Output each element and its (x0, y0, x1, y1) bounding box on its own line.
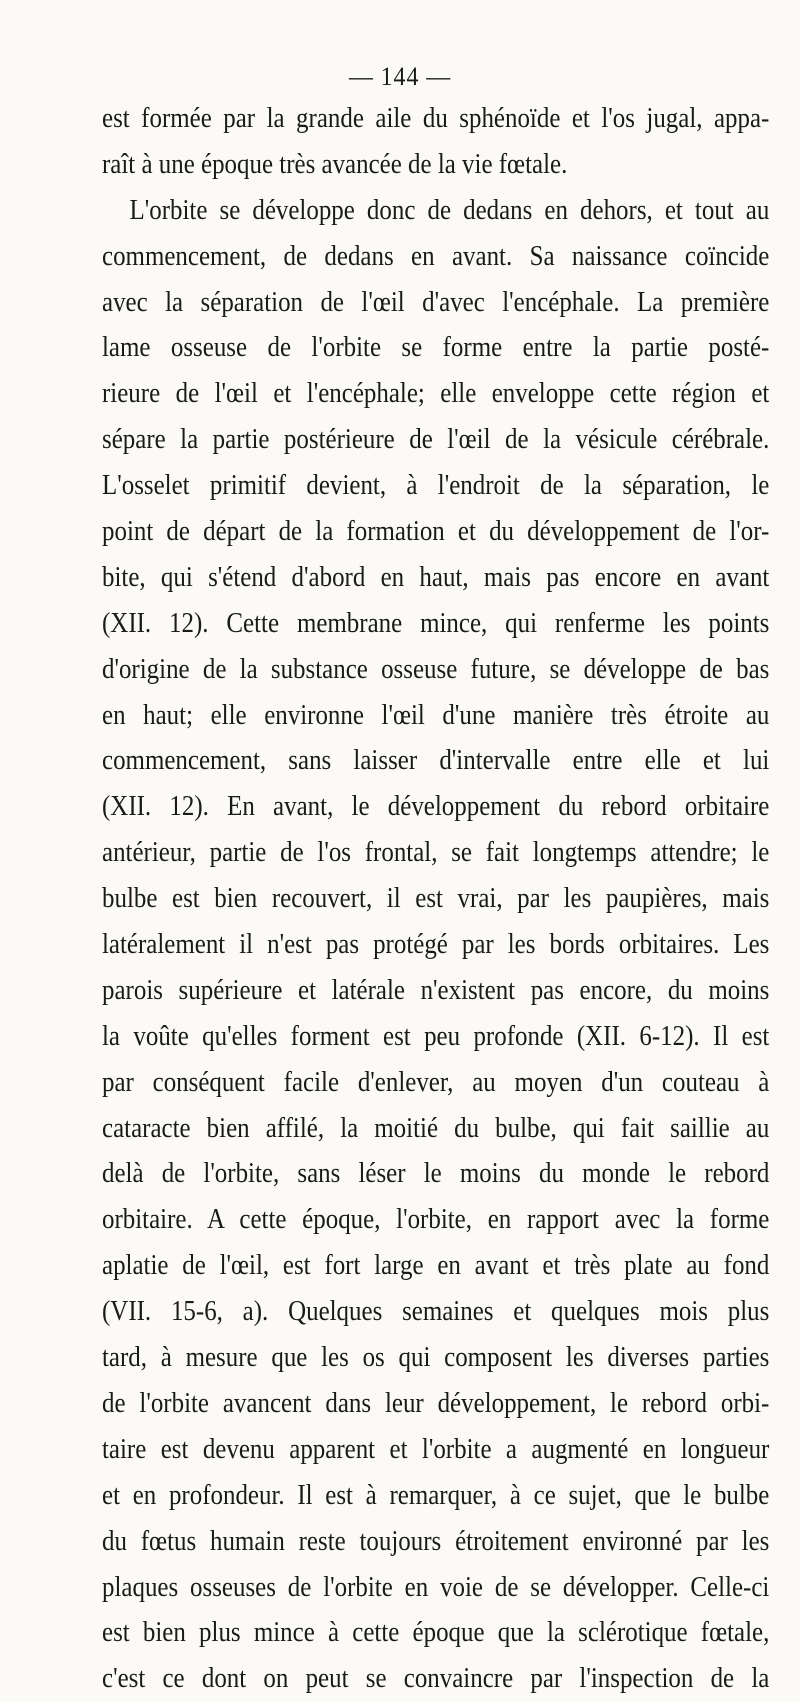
text-line-content: point de départ de la formation et du développement de l'or- (102, 515, 770, 548)
text-line (102, 1243, 770, 1289)
text-line (102, 96, 770, 142)
text-line (102, 922, 770, 968)
text-line-content: bulbe est bien recouvert, il est vrai, par les paupières, mais (102, 882, 770, 915)
text-line (102, 1060, 770, 1106)
text-line (102, 601, 770, 647)
text-line (102, 830, 770, 876)
text-line (102, 738, 770, 784)
text-line-content: bite, qui s'étend d'abord en haut, mais pas encore en avant (102, 560, 770, 593)
text-line-content: la voûte qu'elles forment est peu profonde (XII. 6-12). Il est (102, 1019, 770, 1052)
text-line-content: orbitaire. A cette époque, l'orbite, en rapport avec la forme (102, 1203, 770, 1236)
text-line (102, 1610, 770, 1656)
text-line (102, 1335, 770, 1381)
text-line-content: et en profondeur. Il est à remarquer, à ce sujet, que le bulbe (102, 1478, 770, 1511)
text-line (102, 693, 770, 739)
text-line (102, 280, 770, 326)
text-line-content: commencement, sans laisser d'intervalle entre elle et lui (102, 744, 770, 777)
text-line-content: cataracte bien affilé, la moitié du bulbe, qui fait saillie au (102, 1111, 770, 1144)
text-line (102, 1565, 770, 1611)
text-line (102, 188, 770, 234)
text-line-content: par conséquent facile d'enlever, au moyen d'un couteau à (102, 1065, 770, 1098)
text-line-content: avec la séparation de l'œil d'avec l'encéphale. La première (102, 285, 770, 318)
text-line-content: raît à une époque très avancée de la vie fœtale. (102, 147, 568, 180)
text-line (102, 1197, 770, 1243)
text-line-content: taire est devenu apparent et l'orbite a augmenté en longueur (102, 1432, 770, 1465)
text-line (102, 1381, 770, 1427)
text-line (102, 555, 770, 601)
text-line (102, 1473, 770, 1519)
text-line (102, 784, 770, 830)
text-line-content: commencement, de dedans en avant. Sa naissance coïncide (102, 239, 770, 272)
text-line-content: lame osseuse de l'orbite se forme entre la partie posté- (102, 331, 770, 364)
text-line-content: L'osselet primitif devient, à l'endroit de la séparation, le (102, 469, 770, 502)
text-line-content: d'origine de la substance osseuse future, se développe de bas (102, 652, 770, 685)
text-line-content: tard, à mesure que les os qui composent les diverses parties (102, 1341, 770, 1374)
text-line-content: (XII. 12). Cette membrane mince, qui renferme les points (102, 606, 770, 639)
text-line (102, 1519, 770, 1565)
text-line-content: est formée par la grande aile du sphénoïde et l'os jugal, appa- (102, 102, 770, 134)
text-line-content: c'est ce dont on peut se convaincre par l'inspection de la (102, 1662, 770, 1695)
text-line-content: en haut; elle environne l'œil d'une manière très étroite au (102, 698, 770, 731)
text-line (102, 1106, 770, 1152)
text-line (102, 142, 770, 188)
text-line (102, 371, 770, 417)
text-line (102, 234, 770, 280)
text-line-content: latéralement il n'est pas protégé par les bords orbitaires. Les (102, 928, 770, 961)
text-line (102, 1427, 770, 1473)
text-line-content: (VII. 15-6, a). Quelques semaines et quelques mois plus (102, 1295, 770, 1328)
text-line (102, 1656, 770, 1702)
text-line (102, 1014, 770, 1060)
text-line (102, 509, 770, 555)
text-line-content: (XII. 12). En avant, le développement du rebord orbitaire (102, 790, 770, 823)
text-line-content: plaques osseuses de l'orbite en voie de se développer. Celle-ci (102, 1570, 770, 1603)
text-line-content: antérieur, partie de l'os frontal, se fait longtemps attendre; le (102, 836, 770, 869)
text-line (102, 876, 770, 922)
text-line-content: parois supérieure et latérale n'existent pas encore, du moins (102, 973, 770, 1006)
text-line (102, 463, 770, 509)
body-text (102, 96, 770, 1702)
text-line (102, 1151, 770, 1197)
text-line (102, 1289, 770, 1335)
page-number: — 144 — (348, 62, 452, 91)
text-line-content: est bien plus mince à cette époque que la sclérotique fœtale, (102, 1616, 770, 1649)
text-line-content: du fœtus humain reste toujours étroitement environné par les (102, 1524, 770, 1557)
text-line-content: rieure de l'œil et l'encéphale; elle enveloppe cette région et (102, 377, 770, 410)
text-line (102, 968, 770, 1014)
text-line-content: sépare la partie postérieure de l'œil de la vésicule cérébrale. (102, 423, 770, 456)
text-line (102, 325, 770, 371)
text-line-content: L'orbite se développe donc de dedans en dehors, et tout au (129, 193, 770, 226)
text-line-content: aplatie de l'œil, est fort large en avant et très plate au fond (102, 1249, 770, 1282)
text-line (102, 417, 770, 463)
text-line-content: delà de l'orbite, sans léser le moins du monde le rebord (102, 1157, 770, 1190)
text-line-content: de l'orbite avancent dans leur développement, le rebord orbi- (102, 1386, 770, 1419)
text-line (102, 647, 770, 693)
